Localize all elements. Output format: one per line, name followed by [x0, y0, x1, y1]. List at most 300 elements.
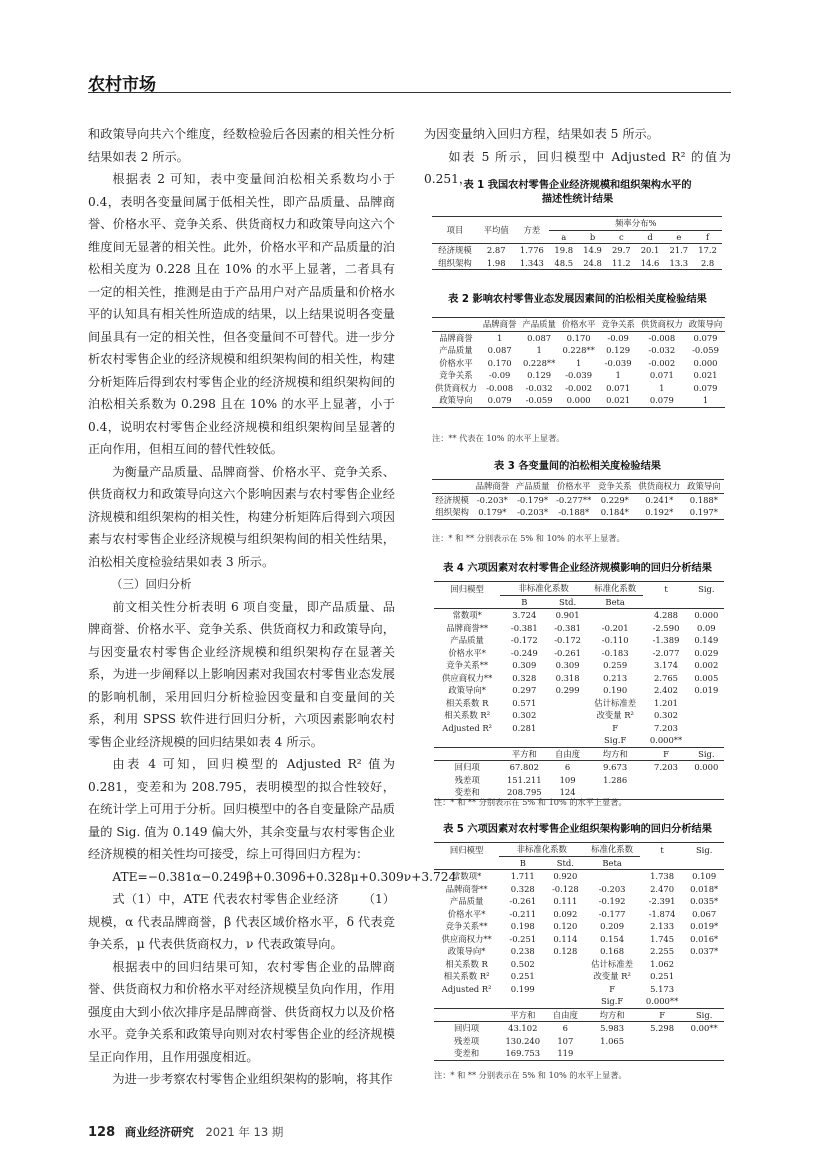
- body-paragraph: 前文相关性分析表明 6 项自变量，即产品质量、品牌商誉、价格水平、竞争关系、供货商权力和政策导向，与因变量农村零售企业经济规模和组织架构存在显著关系，为进一步阐释以上影响因素对我国农村零售业态发展的影响机制，采用回归分析检验因变量和自变量间的关系，利用 SPSS 软件进行回归分析，六项因素影响农村零售企业经济规模的回归结果如表 4 所示。: [88, 599, 395, 749]
- journal-issue: 2021 年 13 期: [205, 1125, 284, 1139]
- column-header: 标准化系数: [587, 582, 643, 596]
- table-cell: -0.192: [598, 896, 626, 907]
- stats-row: [434, 709, 724, 722]
- table-cell: -0.039: [565, 370, 593, 381]
- table-cell: 1: [686, 394, 726, 407]
- table-cell: 供货商权力: [435, 382, 477, 393]
- column-header: [643, 595, 688, 609]
- table-cell: 0.318: [555, 672, 580, 683]
- table-cell: [640, 1035, 684, 1048]
- table-cell: [500, 734, 548, 747]
- column-header: B: [500, 595, 548, 609]
- column-header: Std.: [548, 595, 587, 609]
- table-cell: -0.128: [551, 883, 579, 894]
- column-header: Sig.: [684, 843, 724, 857]
- table-cell: 48.5: [549, 257, 578, 270]
- table-cell: 价格水平*: [448, 647, 486, 658]
- table-row: [434, 609, 724, 622]
- table-cell: -0.008: [648, 332, 676, 343]
- table-cell: [689, 786, 724, 799]
- body-paragraph: 为因变量纳入回归方程，结果如表 5 所示。: [424, 127, 659, 141]
- column-header: [432, 318, 480, 332]
- anova-row: [434, 1022, 724, 1035]
- table-cell: -1.389: [652, 635, 680, 646]
- table-cell: [689, 734, 724, 747]
- table-cell: -2.590: [652, 622, 680, 633]
- table-header-row: [432, 480, 724, 494]
- table1: [432, 216, 722, 270]
- table-cell: 124: [548, 786, 587, 799]
- table1-caption: [424, 179, 731, 207]
- table-header-row: [434, 856, 724, 870]
- table-cell: 0.920: [553, 871, 578, 882]
- table-cell: 0.002: [694, 660, 719, 671]
- table-row: [434, 647, 724, 660]
- table-cell: 208.795: [500, 786, 548, 799]
- table-cell: 67.802: [509, 762, 539, 773]
- table-cell: 5.173: [650, 983, 675, 994]
- table-cell: 0.079: [693, 332, 718, 343]
- table-cell: 17.2: [698, 245, 717, 256]
- table-cell: 供应商权力**: [441, 933, 492, 944]
- table-cell: -0.261: [554, 647, 581, 658]
- table-cell: -1.874: [648, 908, 676, 919]
- table-cell: 0.302: [654, 710, 678, 721]
- table-cell: -0.032: [648, 345, 676, 356]
- table-cell: -0.188*: [553, 506, 595, 519]
- column-header: d: [636, 230, 665, 244]
- table-cell: 相关系数 R²: [443, 971, 490, 982]
- table-cell: -0.008: [486, 382, 514, 393]
- table-cell: 2.133: [650, 921, 675, 932]
- table-cell: 估计标准差: [591, 958, 634, 969]
- page-footer: [88, 1124, 283, 1140]
- table-cell: 11.2: [607, 257, 636, 270]
- table-cell: 1.065: [600, 1035, 625, 1046]
- table-cell: 1.776: [519, 245, 544, 256]
- table-cell: 2.87: [486, 245, 506, 256]
- column-header: 频率分布%: [549, 217, 722, 231]
- column-header: B: [499, 856, 546, 870]
- table-cell: 2.765: [654, 672, 678, 683]
- column-header: Sig.: [684, 1008, 724, 1022]
- table-row: [432, 357, 725, 370]
- anova-row: [434, 774, 724, 787]
- table-cell: 14.9: [583, 245, 602, 256]
- table-cell: 21.7: [669, 245, 689, 256]
- table-cell: 3.174: [654, 660, 678, 671]
- body-paragraph: 为进一步考察农村零售企业组织架构的影响，将其作: [112, 1072, 393, 1086]
- table-row: [432, 382, 725, 395]
- table2-caption: 表 2 影响农村零售业态发展因素间的泊松相关度检验结果: [448, 294, 707, 305]
- body-paragraph: 根据表中的回归结果可知，农村零售企业的品牌商誉、供货商权力和价格水平对经济规模呈负向作用，作用强度由大到小依次排序是品牌商誉、供货商权力以及价格水平。竞争关系和政策导向则对农村零售企业的经济规模呈正向作用，且作用强度相近。: [88, 959, 395, 1064]
- table-cell: 政策导向*: [447, 946, 486, 957]
- table-header-row: [434, 595, 724, 609]
- anova-row: [434, 1047, 724, 1060]
- equation: [88, 866, 457, 906]
- table-cell: [546, 983, 584, 996]
- table-cell: [689, 722, 724, 735]
- column-header: 项目: [432, 217, 478, 244]
- table-cell: 价格水平*: [447, 908, 486, 919]
- table-cell: 0.021: [693, 370, 718, 381]
- table-cell: 1.98: [478, 257, 514, 270]
- table-cell: 19.8: [554, 245, 574, 256]
- anova-header-row: [434, 1008, 724, 1022]
- table-row: [432, 369, 725, 382]
- table-row: [432, 244, 722, 257]
- table-cell: 0.079: [480, 394, 520, 407]
- table-cell: 9.673: [603, 762, 628, 773]
- column-header: 回归模型: [434, 582, 500, 596]
- table-header-row: [432, 217, 722, 231]
- table-cell: -0.203: [598, 883, 626, 894]
- column-header: t: [640, 843, 684, 857]
- table-cell: 常数项*: [451, 871, 482, 882]
- table-cell: 6: [562, 1023, 569, 1034]
- table-row: [434, 920, 724, 933]
- column-header: 产品质量: [512, 480, 552, 494]
- table-cell: -0.110: [601, 635, 629, 646]
- equation-number: （1）: [362, 892, 395, 906]
- table-cell: [640, 1047, 684, 1060]
- journal-name: 商业经济研究: [124, 1125, 194, 1139]
- table-cell: -0.261: [509, 896, 537, 907]
- table-cell: 竞争关系: [439, 370, 473, 381]
- table-cell: [434, 734, 500, 747]
- column-header: F: [643, 747, 688, 761]
- column-header: [434, 595, 500, 609]
- table-cell: 产品质量: [449, 896, 484, 907]
- table5: [434, 842, 724, 1061]
- table-cell: 0.00**: [690, 1023, 718, 1034]
- table5-caption: 表 5 六项因素对农村零售企业组织架构影响的回归分析结果: [443, 824, 712, 835]
- table-cell: 相关系数 R: [445, 697, 489, 708]
- column-header: 竞争关系: [595, 480, 635, 494]
- table-cell: -0.002: [648, 357, 676, 368]
- table-cell: -0.203*: [476, 494, 508, 505]
- table-row: [434, 933, 724, 946]
- table-cell: 1.711: [510, 871, 535, 882]
- column-header: Sig.: [689, 582, 724, 596]
- table-cell: -0.172: [510, 635, 538, 646]
- table-cell: -0.251: [509, 933, 537, 944]
- table-cell: -0.09: [488, 370, 511, 381]
- column-header: 方差: [514, 217, 549, 244]
- table-cell: 0.209: [600, 921, 625, 932]
- table-cell: 0.309: [512, 660, 537, 671]
- table-cell: 169.753: [499, 1047, 546, 1060]
- table3-caption: 表 3 各变量间的泊松相关度检验结果: [494, 461, 661, 472]
- table2-note: 注：** 代表在 10% 的水平上显著。: [432, 433, 565, 443]
- table-cell: 0.016*: [690, 933, 719, 944]
- table-row: [434, 945, 724, 958]
- table-cell: 7.203: [654, 722, 678, 733]
- table-cell: 0.328: [512, 672, 537, 683]
- table-cell: 0.000: [694, 762, 719, 773]
- table-cell: 0.087: [527, 332, 552, 343]
- table-cell: -0.381: [554, 622, 581, 633]
- column-header: 均方和: [584, 1008, 640, 1022]
- table-cell: 品牌商誉: [439, 332, 473, 343]
- column-header: Beta: [587, 595, 643, 609]
- table-cell: 0.128: [553, 946, 578, 957]
- table-cell: 0.019*: [690, 921, 719, 932]
- table-cell: 5.298: [650, 1023, 675, 1034]
- body-paragraph: 由表 4 可知，回归模型的 Adjusted R² 值为 0.281，变差和为 208.795，表明模型的拟合性较好，在统计学上可用于分析。回归模型中的各自变量除产品质量的 Sig. 值为 0.149 偏大外，其余变量与农村零售企业经济规模的相关性均可接受，综上可得回归方程为：: [88, 757, 395, 861]
- table-cell: 0.071: [606, 382, 631, 393]
- table-row: [434, 672, 724, 685]
- anova-header-row: [434, 747, 724, 761]
- table-cell: 1.738: [650, 871, 675, 882]
- section-subheading: （三）回归分析: [111, 577, 192, 591]
- table-cell: 0.328: [510, 883, 535, 894]
- table-header-row: [434, 843, 724, 857]
- table-cell: 相关系数 R: [445, 958, 488, 969]
- table-cell: 0.109: [692, 871, 717, 882]
- stats-row: [434, 697, 724, 710]
- table-cell: [584, 1047, 640, 1060]
- table-cell: 0.190: [603, 685, 628, 696]
- body-paragraph: 式（1）中，ATE 代表农村零售企业经济规模，α 代表品牌商誉，β 代表区域价格水平，δ 代表竞争关系，μ 代表供货商权力，ν 代表政策导向。: [88, 892, 395, 951]
- column-header: 均方和: [587, 747, 643, 761]
- table-cell: [434, 995, 499, 1008]
- table-row: [432, 506, 724, 519]
- table-cell: 0.154: [600, 933, 625, 944]
- column-header: F: [640, 1008, 684, 1022]
- table-cell: 2.8: [693, 257, 722, 270]
- table-cell: Adjusted R²: [441, 983, 492, 994]
- table-cell: 0.188*: [689, 494, 718, 505]
- table-cell: 0.170: [566, 332, 591, 343]
- table-header-row: [432, 318, 725, 332]
- table-cell: 2.255: [650, 946, 675, 957]
- table-cell: 0.251: [650, 971, 675, 982]
- table-cell: 4.288: [654, 610, 678, 621]
- table-cell: 改变量 R²: [593, 971, 631, 982]
- table-cell: 0.111: [553, 896, 578, 907]
- table-row: [434, 883, 724, 896]
- table-cell: 回归项: [454, 1023, 480, 1034]
- table-cell: 经济规模: [438, 245, 472, 256]
- table-cell: 7.203: [654, 762, 678, 773]
- table-cell: 0.571: [512, 697, 537, 708]
- table-cell: 0.184*: [595, 506, 635, 519]
- table-header-row: [434, 582, 724, 596]
- table-cell: 产品质量: [450, 635, 484, 646]
- table-row: [432, 493, 724, 506]
- table-cell: 2.402: [654, 685, 678, 696]
- table-cell: -0.277**: [556, 494, 592, 505]
- column-header: Sig.: [689, 747, 724, 761]
- table-cell: [546, 995, 584, 1008]
- table-cell: 0.029: [694, 647, 719, 658]
- anova-row: [434, 761, 724, 774]
- table-cell: 29.7: [611, 245, 631, 256]
- table-cell: 43.102: [508, 1023, 538, 1034]
- page-number: 128: [88, 1125, 116, 1140]
- column-header: 产品质量: [519, 318, 559, 332]
- table-row: [432, 394, 725, 407]
- table-cell: 品牌商誉**: [446, 622, 489, 633]
- column-header: Std.: [546, 856, 584, 870]
- table-cell: 0.192*: [635, 506, 684, 519]
- table-cell: 0.297: [512, 685, 537, 696]
- stats-row: [434, 970, 724, 983]
- table-cell: 0.092: [553, 908, 578, 919]
- table-cell: 0.149: [694, 635, 719, 646]
- table-cell: 产品质量: [439, 345, 473, 356]
- table-row: [432, 331, 725, 344]
- table-cell: [548, 697, 587, 710]
- table-row: [434, 634, 724, 647]
- table-row: [434, 684, 724, 697]
- column-header: 标准化系数: [584, 843, 640, 857]
- column-header: f: [693, 230, 722, 244]
- table-cell: 0.035*: [690, 896, 719, 907]
- table-cell: 供应商权力**: [442, 672, 493, 683]
- table-cell: 0.018*: [690, 883, 719, 894]
- column-header: 回归模型: [434, 843, 499, 857]
- column-header: [689, 595, 724, 609]
- table-cell: 151.211: [506, 774, 542, 785]
- table-cell: [684, 995, 724, 1008]
- table-cell: 0.120: [553, 921, 578, 932]
- table-cell: -0.201: [601, 622, 629, 633]
- column-header: 政策导向: [684, 480, 724, 494]
- table-cell: 1.343: [514, 257, 549, 270]
- table-cell: 政策导向*: [448, 685, 486, 696]
- table-row: [432, 344, 725, 357]
- table4-caption: 表 4 六项因素对农村零售企业经济规模影响的回归分析结果: [443, 563, 712, 574]
- table-cell: 6: [564, 762, 571, 773]
- table-cell: 0.238: [510, 946, 535, 957]
- table-cell: F: [612, 722, 619, 733]
- table-row: [434, 908, 724, 921]
- table-cell: [684, 958, 724, 971]
- table-cell: -2.077: [652, 647, 680, 658]
- table-cell: F: [609, 983, 616, 994]
- table3-note: 注：* 和 ** 分别表示在 5% 和 10% 的水平上显著。: [432, 533, 625, 543]
- stats-row: [434, 958, 724, 971]
- table-cell: [684, 1047, 724, 1060]
- table1-caption-line1: 表 1 我国农村零售企业经济规模和组织架构水平的: [463, 180, 692, 191]
- table-cell: 0.000: [694, 610, 719, 621]
- body-paragraph: 根据表 2 可知，表中变量间泊松相关系数均小于 0.4，表明各变量间属于低相关性，即产品质量、品牌商誉、价格水平、竞争关系、供货商权力和政策导向这六个维度间无显著的相关性。此外，价格水平和产品质量的泊松相关度为 0.228 且在 10% 的水平上显著，二者具有一定的相关性，推测是由于产品用户对产品质量和价格水平的认知具有相关性所造成的结果，以上结果说明各变量间虽具有一定的相关性，但各变量间不可替代。进一步分析农村零售企业的经济规模和组织架构间的相关性，构建分析矩阵后得到农村零售企业的经济规模和组织架构间的泊松相关系数为 0.298 且在 10% 的水平上显著，小于 0.4，说明农村零售企业经济规模和组织架构间呈显著的正向作用，但相互间的替代性较低。: [88, 172, 395, 456]
- table-cell: 0.114: [553, 933, 578, 944]
- table-cell: 0.259: [603, 660, 628, 671]
- table-cell: 0.198: [510, 921, 535, 932]
- table-cell: 回归项: [454, 762, 480, 773]
- table-cell: [548, 722, 587, 735]
- table-cell: 0.071: [649, 370, 674, 381]
- table-cell: -0.211: [509, 908, 537, 919]
- table-cell: 组织架构: [432, 506, 472, 519]
- table-cell: 0.170: [487, 357, 512, 368]
- table-cell: 0.087: [487, 345, 512, 356]
- stats-row: [434, 722, 724, 735]
- table-cell: 0.129: [527, 370, 552, 381]
- table-cell: 14.6: [636, 257, 665, 270]
- table-cell: 1.745: [650, 933, 675, 944]
- table-cell: 0.021: [598, 394, 638, 407]
- table-cell: 0.299: [555, 685, 580, 696]
- table-cell: Sig.F: [587, 734, 643, 747]
- column-header: e: [664, 230, 693, 244]
- table-cell: 0.005: [694, 672, 719, 683]
- table-cell: 0.213: [603, 672, 628, 683]
- table-cell: 0.502: [510, 958, 535, 969]
- column-header: Beta: [584, 856, 640, 870]
- table-cell: 0.309: [555, 660, 580, 671]
- table-cell: 0.901: [555, 610, 580, 621]
- equation-body: ATE=−0.381α−0.249β+0.309δ+0.328μ+0.309ν+3.724: [112, 869, 457, 884]
- table-cell: 1.062: [650, 958, 675, 969]
- column-header: c: [607, 230, 636, 244]
- column-header: 供货商权力: [638, 318, 686, 332]
- table-cell: -0.177: [598, 908, 626, 919]
- table-cell: -0.381: [510, 622, 538, 633]
- table-cell: [643, 786, 688, 799]
- table-cell: -0.039: [604, 357, 632, 368]
- table-cell: 2.470: [650, 883, 675, 894]
- column-header: [640, 856, 684, 870]
- table-cell: 0.129: [606, 345, 631, 356]
- table-cell: [548, 709, 587, 722]
- table-cell: 品牌商誉**: [445, 883, 488, 894]
- table-row: [434, 659, 724, 672]
- table2: [432, 317, 725, 408]
- column-header: 平均值: [478, 217, 514, 244]
- table-cell: [684, 983, 724, 996]
- table-cell: [689, 709, 724, 722]
- table-cell: [587, 609, 643, 622]
- table-cell: 1.286: [603, 774, 628, 785]
- column-header: 价格水平: [553, 480, 595, 494]
- table-cell: 0.197*: [684, 506, 724, 519]
- table-cell: [689, 774, 724, 787]
- table-cell: 1: [496, 332, 503, 343]
- column-header: [434, 747, 500, 761]
- table-cell: 20.1: [640, 245, 660, 256]
- table-cell: 0.079: [638, 394, 686, 407]
- running-header: 农村市场: [88, 75, 156, 95]
- table-cell: 0.000: [693, 357, 718, 368]
- body-paragraph: 为衡量产品质量、品牌商誉、价格水平、竞争关系、供货商权力和政策导向这六个影响因素与农村零售企业经济规模和组织架构的相关性，构建分析矩阵后得到六项因素与农村零售企业经济规模与组织架构间的相关性结果，泊松相关度检验结果如表 3 所示。: [88, 464, 395, 569]
- table-cell: -0.09: [607, 332, 629, 343]
- column-header: 自由度: [548, 747, 587, 761]
- table-row: [434, 622, 724, 635]
- table-cell: 竞争关系**: [445, 921, 488, 932]
- table-cell: 119: [546, 1047, 584, 1060]
- table-cell: 0.000**: [643, 734, 688, 747]
- table-cell: -0.059: [692, 345, 719, 356]
- column-header: [434, 856, 499, 870]
- table-row: [434, 870, 724, 883]
- table-cell: 经济规模: [435, 494, 469, 505]
- table-cell: 0.000**: [640, 995, 684, 1008]
- table-cell: 0.000: [559, 394, 599, 407]
- table-cell: [548, 734, 587, 747]
- table-cell: [684, 1035, 724, 1048]
- table-cell: [584, 870, 640, 883]
- body-paragraph: 和政策导向共六个维度，经数检验后各因素的相关性分析结果如表 2 所示。: [88, 127, 395, 164]
- column-header: 政策导向: [686, 318, 726, 332]
- column-header: 价格水平: [559, 318, 599, 332]
- table-cell: 0.302: [512, 710, 537, 721]
- table-cell: -0.179*: [517, 494, 549, 505]
- table3: [432, 479, 724, 520]
